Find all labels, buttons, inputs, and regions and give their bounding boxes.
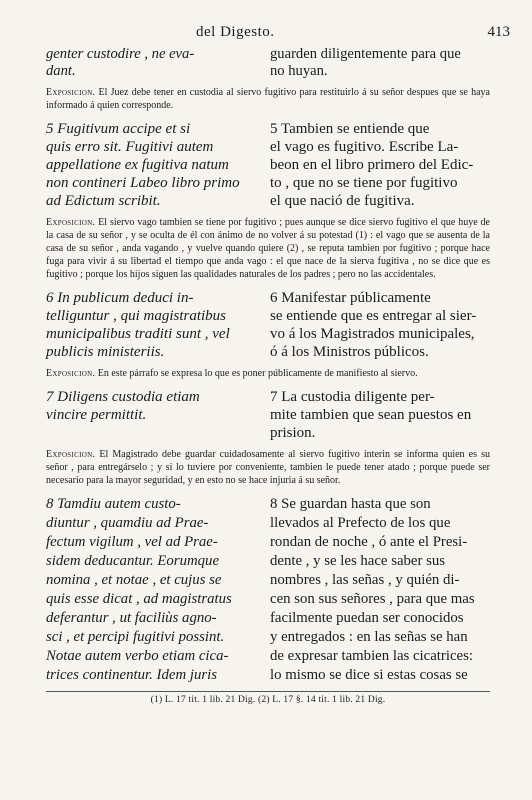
section-6-row	[46, 289, 490, 361]
footnote: (1) L. 17 tit. 1 lib. 21 Dig. (2) L. 17 §. 14 tit. 1 lib. 21 Dig.	[150, 695, 386, 705]
book-page	[46, 20, 510, 705]
exposition-6	[46, 367, 490, 380]
latin-text-intro: genter custodire , ne eva- dant.	[46, 46, 195, 79]
section-5-row	[46, 120, 490, 210]
page-number: 413	[487, 24, 510, 40]
exposition-label: Exposicion.	[46, 217, 96, 228]
exposition-text: El siervo vago tambien se tiene por fugitivo ; pues aunque se dice siervo fugitivo el que huye de la casa de su señor , y se oculta de él con ánimo de no volver á su potestad (1) : el vago que se ausenta de la casa de su señor , anda vagando , y vuelve quando quiere (2) , se reputa tambien por fugitivo ; porque hace fuga para vivir á su libertad el tiempo que anda vago : el que nace de la sierva fugitiva , no se dice que es fugitivo ; porque los hijos siguen las qualidades naturales de los padres ; pero no las accidentales.	[46, 217, 490, 280]
footnote-divider	[46, 691, 490, 692]
exposition-label: Exposicion.	[46, 449, 96, 460]
section-7-row	[46, 388, 490, 442]
spanish-text-7: 7 La custodia diligente per- mite tambien que sean puestos en prision.	[270, 389, 472, 441]
exposition-label: Exposicion.	[46, 368, 96, 379]
latin-text-7: 7 Diligens custodia etiam vincire permittit.	[46, 389, 200, 423]
latin-text-8: 8 Tamdiu autem custo- diuntur , quamdiu ad Prae- fectum vigilum , vel ad Prae- sidem deducantur. Eorumque nomina , et notae , et cujus se quis esse dicat , ad magistratus deferantur , ut faciliùs agno- sci , et percipi fugitivi possint. Notae autem verbo etiam cica- trices continentur. Idem juris	[46, 496, 232, 683]
spanish-text-8: 8 Se guardan hasta que son llevados al Prefecto de los que rondan de noche , ó ante el Presi- dente , y se les hace saber sus nombres , las señas , y quién di- cen son sus señores , para que mas facilmente puedan ser conocidos y entregados : en las señas se han de expresar tambien las cicatrices: lo mismo se dice si estas cosas se	[270, 496, 475, 683]
exposition-text: El Magistrado debe guardar cuidadosamente al siervo fugitivo interin se informa quien es su señor , para entregárselo ; y si lo tuviere por conveniente, tambien le puede tener atado ; porque puede ser necesario para la mayor seguridad, y en esto no se hace injuria á su señor.	[46, 449, 490, 486]
exposition-text: En este párrafo se expresa lo que es poner públicamente de manifiesto al siervo.	[95, 368, 418, 379]
spanish-text-6: 6 Manifestar públicamente se entiende que es entregar al sier- vo á los Magistrados municipales, ó á los Ministros públicos.	[270, 290, 477, 360]
page-header	[46, 20, 510, 46]
latin-text-5: 5 Fugitivum accipe et si quis erro sit. Fugitivi autem appellatione ex fugitiva natum non contineri Labeo libro primo ad Edictum scribit.	[46, 121, 240, 209]
exposition-intro	[46, 86, 490, 112]
spanish-text-intro: guarden diligentemente para que no huyan.	[270, 46, 461, 79]
exposition-label: Exposicion.	[46, 87, 96, 98]
exposition-7	[46, 448, 490, 487]
latin-text-6: 6 In publicum deduci in- telliguntur , qui magistratibus municipalibus traditi sunt , vel publicis ministeriis.	[46, 290, 230, 360]
exposition-5	[46, 216, 490, 281]
spanish-text-5: 5 Tambien se entiende que el vago es fugitivo. Escribe La- beon en el libro primero del Edic- to , que no se tiene por fugitivo el que nació de fugitiva.	[270, 121, 474, 209]
running-title: del Digesto.	[196, 24, 275, 40]
section-8-row	[46, 495, 490, 685]
exposition-text: El Juez debe tener en custodia al siervo fugitivo para restituirlo á su señor despues que se haya informado á quien corresponde.	[46, 87, 490, 111]
intro-row	[46, 46, 490, 80]
